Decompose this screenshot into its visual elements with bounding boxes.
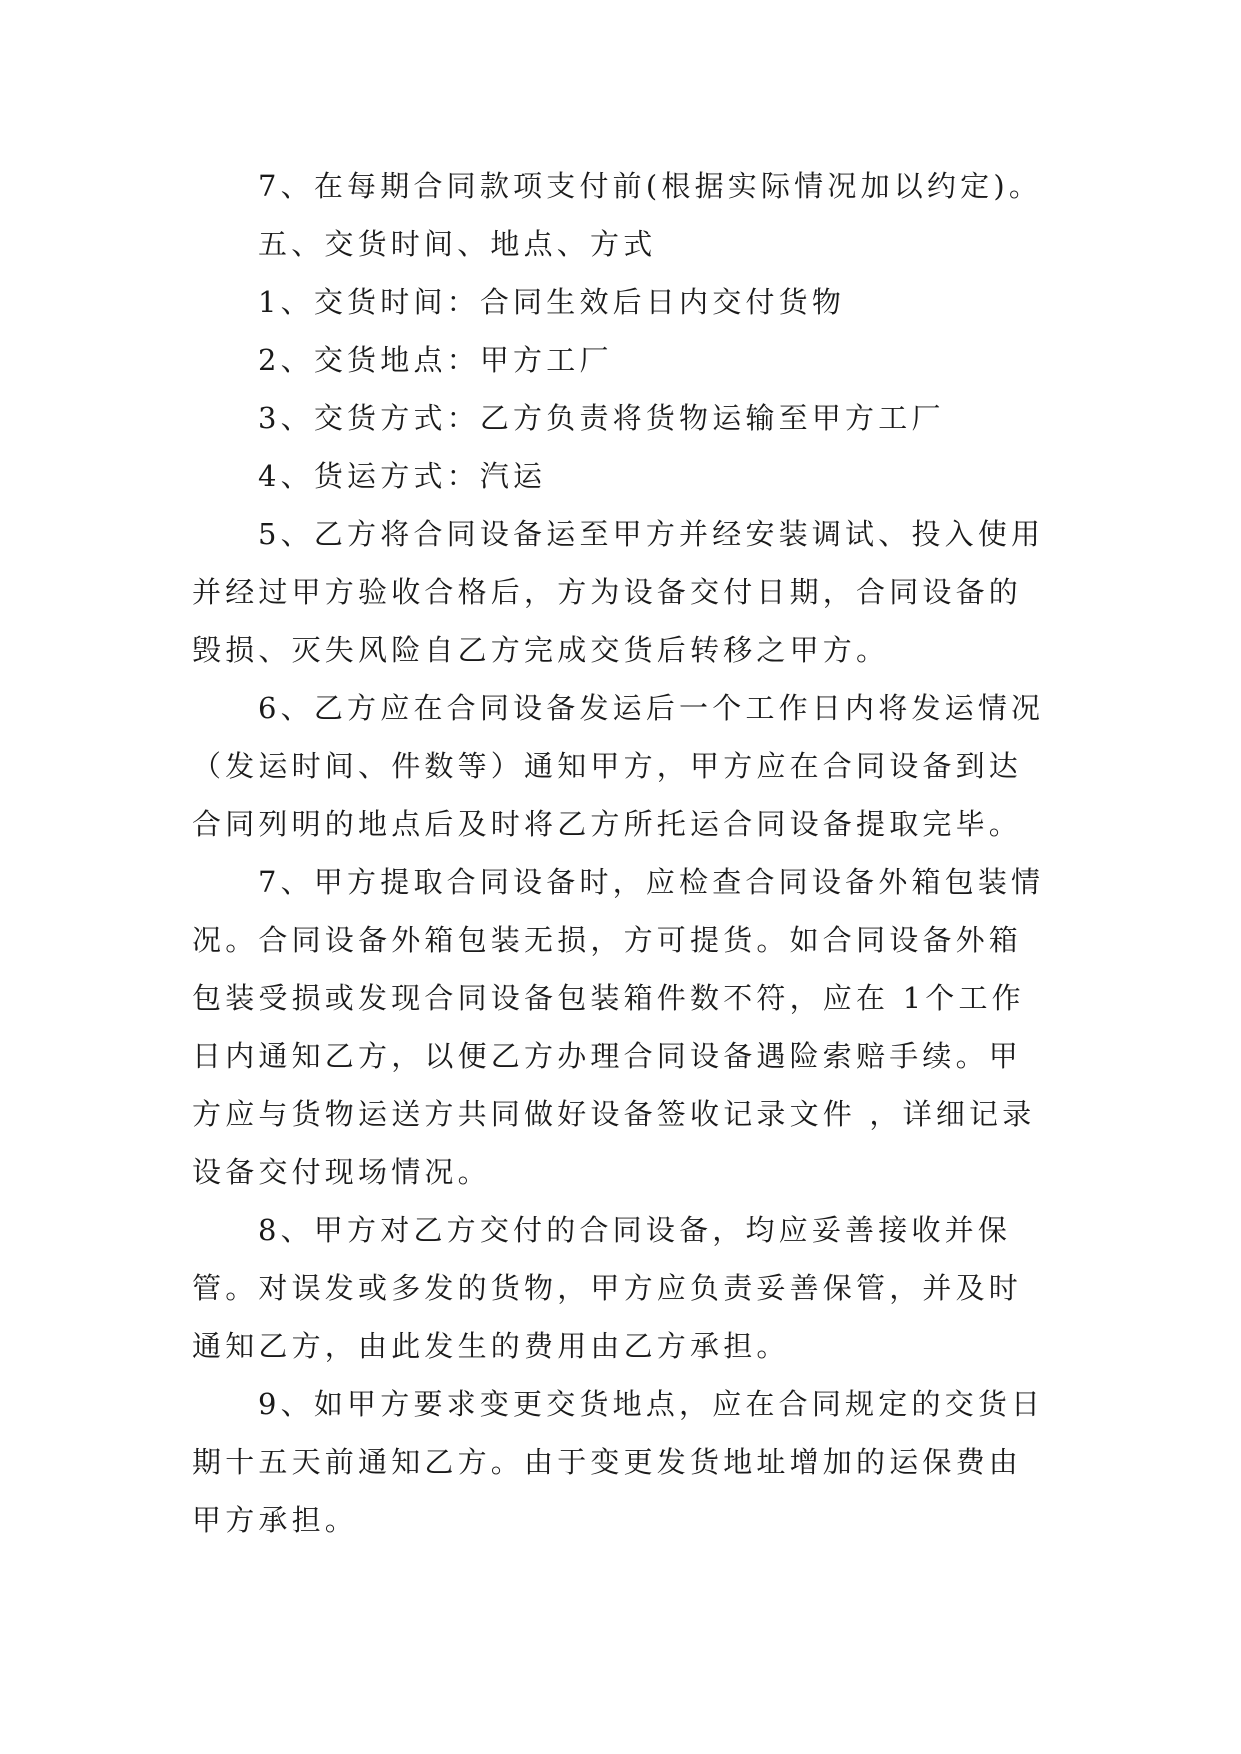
clause-payment-7: 7、在每期合同款项支付前(根据实际情况加以约定)。 — [258, 169, 1043, 203]
clause-delivery-place: 2、交货地点：甲方工厂 — [258, 343, 613, 377]
clause-transport-method: 4、货运方式：汽运 — [258, 459, 547, 493]
clause-delivery-8: 8、甲方对乙方交付的合同设备，均应妥善接收并保管。对误发或多发的货物，甲方应负责妥善保管，并及时通知乙方，由此发生的费用由乙方承担。 — [192, 1213, 1023, 1363]
clause-delivery-9: 9、如甲方要求变更交货地点，应在合同规定的交货日期十五天前通知乙方。由于变更发货地址增加的运保费由甲方承担。 — [192, 1387, 1045, 1537]
clause-delivery-7: 7、甲方提取合同设备时，应检查合同设备外箱包装情况。合同设备外箱包装无损，方可提货。如合同设备外箱包装受损或发现合同设备包装箱件数不符，应在 1个工作日内通知乙方，以便乙方办理合同设备遇险索赔手续。甲方应与货物运送方共同做好设备签收记录文件 ，详细记录设备交付现场情况。 — [192, 865, 1045, 1189]
clause-delivery-time: 1、交货时间：合同生效后日内交付货物 — [258, 285, 846, 319]
contract-body — [192, 157, 1052, 1549]
clause-delivery-6: 6、乙方应在合同设备发运后一个工作日内将发运情况（发运时间、件数等）通知甲方，甲方应在合同设备到达合同列明的地点后及时将乙方所托运合同设备提取完毕。 — [192, 691, 1045, 841]
clause-delivery-5: 5、乙方将合同设备运至甲方并经安装调试、投入使用并经过甲方验收合格后，方为设备交付日期，合同设备的毁损、灭失风险自乙方完成交货后转移之甲方。 — [192, 517, 1045, 667]
clause-delivery-method: 3、交货方式：乙方负责将货物运输至甲方工厂 — [258, 401, 945, 435]
section-heading-delivery: 五、交货时间、地点、方式 — [258, 227, 657, 261]
